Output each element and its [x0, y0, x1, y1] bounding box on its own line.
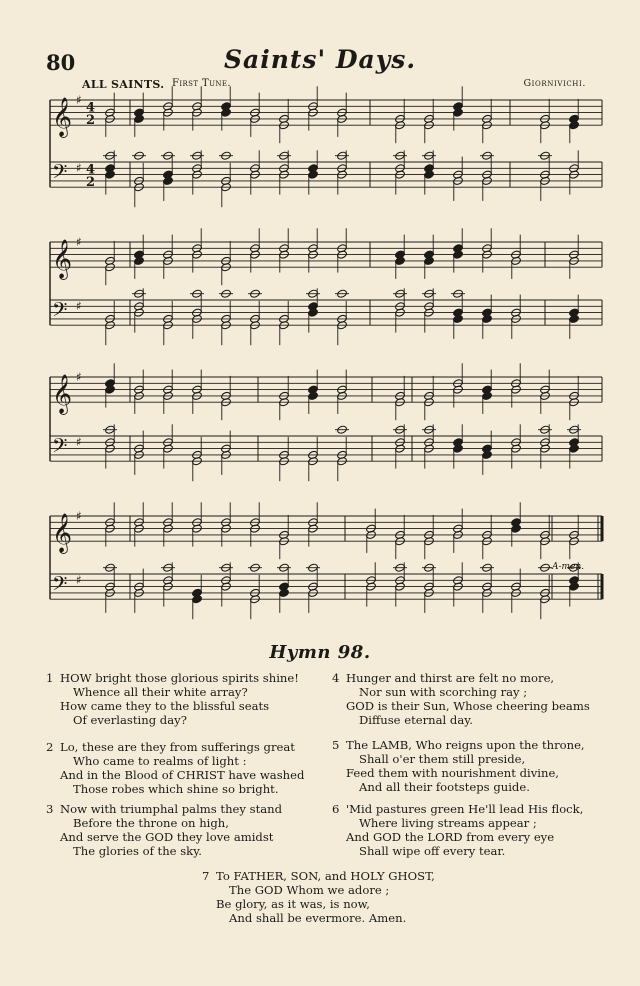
amen-label: A-men.	[552, 562, 585, 572]
treble-clef-icon: 𝄞	[52, 513, 73, 554]
stanza-line: How came they to the blissful seats	[60, 699, 270, 713]
stanza-line: Shall wipe off every tear.	[359, 844, 506, 858]
stanza-2	[46, 740, 305, 796]
stanza-line: And shall be evermore. Amen.	[229, 911, 407, 925]
stanza-line: Lo, these are they from sufferings great	[60, 740, 295, 754]
stanza-line: The glories of the sky.	[73, 844, 202, 858]
stanza-line: And all their footsteps guide.	[359, 780, 530, 794]
bass-clef-icon: 𝄢	[52, 433, 68, 462]
stanza-line: And in the Blood of CHRIST have washed	[60, 768, 305, 782]
final-barline	[601, 516, 604, 541]
sharp-icon: ♯	[76, 299, 82, 314]
sharp-icon: ♯	[76, 92, 82, 107]
stanza-line: The LAMB, Who reigns upon the throne,	[346, 738, 585, 752]
bass-clef-icon: 𝄢	[52, 297, 68, 326]
stanza-line: And GOD the LORD from every eye	[346, 830, 555, 844]
stanza-line: Whence all their white array?	[73, 685, 248, 699]
section-title: Saints' Days.	[223, 45, 417, 74]
stanza-line: The GOD Whom we adore ;	[229, 883, 390, 897]
stanza-1	[46, 671, 299, 727]
stanza-line: 'Mid pastures green He'll lead His flock,	[346, 802, 584, 816]
stanza-number: 5	[332, 738, 340, 752]
stanza-3	[46, 802, 283, 858]
stanza-line: Shall o'er them still preside,	[359, 752, 526, 766]
treble-clef-icon: 𝄞	[52, 97, 73, 138]
time-signature-denominator: 2	[86, 175, 96, 191]
stanza-line: Where living streams appear ;	[359, 816, 537, 830]
tune-name: ALL SAINTS.	[82, 78, 165, 91]
stanza-line: Hunger and thirst are felt no more,	[346, 671, 555, 685]
sharp-icon: ♯	[76, 369, 82, 384]
stanza-line: Those robes which shine so bright.	[73, 782, 279, 796]
stanza-number: 4	[332, 671, 340, 685]
final-barline	[601, 574, 604, 599]
stanza-line: Before the throne on high,	[73, 816, 229, 830]
stanza-line: Who came to realms of light :	[73, 754, 247, 768]
sharp-icon: ♯	[76, 508, 82, 523]
stanza-line: Be glory, as it was, is now,	[216, 897, 370, 911]
time-signature-numerator: 4	[86, 100, 96, 116]
bass-clef-icon: 𝄢	[52, 159, 68, 188]
stanza-number: 2	[46, 740, 54, 754]
treble-clef-icon: 𝄞	[52, 374, 73, 415]
stanza-line: Feed them with nourishment divine,	[346, 766, 559, 780]
stanza-line: HOW bright those glorious spirits shine!	[60, 671, 299, 685]
stanza-4	[332, 671, 590, 727]
sharp-icon: ♯	[76, 234, 82, 249]
stanza-7-doxology	[202, 869, 435, 925]
stanza-line: Now with triumphal palms they stand	[60, 802, 283, 816]
stanza-6	[332, 802, 584, 858]
tune-note: First Tune.	[172, 78, 232, 89]
stanza-line: To FATHER, SON, and HOLY GHOST,	[216, 869, 435, 883]
stanza-5	[332, 738, 585, 794]
stanza-line: Of everlasting day?	[73, 713, 187, 727]
sharp-icon: ♯	[76, 573, 82, 588]
time-signature-numerator: 4	[86, 162, 96, 178]
stanza-number: 1	[46, 671, 54, 685]
stanza-number: 6	[332, 802, 340, 816]
hymn-title: Hymn 98.	[269, 642, 371, 663]
treble-clef-icon: 𝄞	[52, 239, 73, 280]
stanza-line: GOD is their Sun, Whose cheering beams	[346, 699, 590, 713]
sharp-icon: ♯	[76, 161, 82, 176]
composer: Giornivichi.	[523, 78, 586, 89]
stanza-number: 3	[46, 802, 54, 816]
sharp-icon: ♯	[76, 435, 82, 450]
bass-clef-icon: 𝄢	[52, 571, 68, 600]
stanza-line: Diffuse eternal day.	[359, 713, 473, 727]
page-number: 80	[46, 50, 76, 75]
stanza-line: Nor sun with scorching ray ;	[359, 685, 528, 699]
time-signature-denominator: 2	[86, 113, 96, 129]
stanza-line: And serve the GOD they love amidst	[60, 830, 274, 844]
stanza-number: 7	[202, 869, 210, 883]
